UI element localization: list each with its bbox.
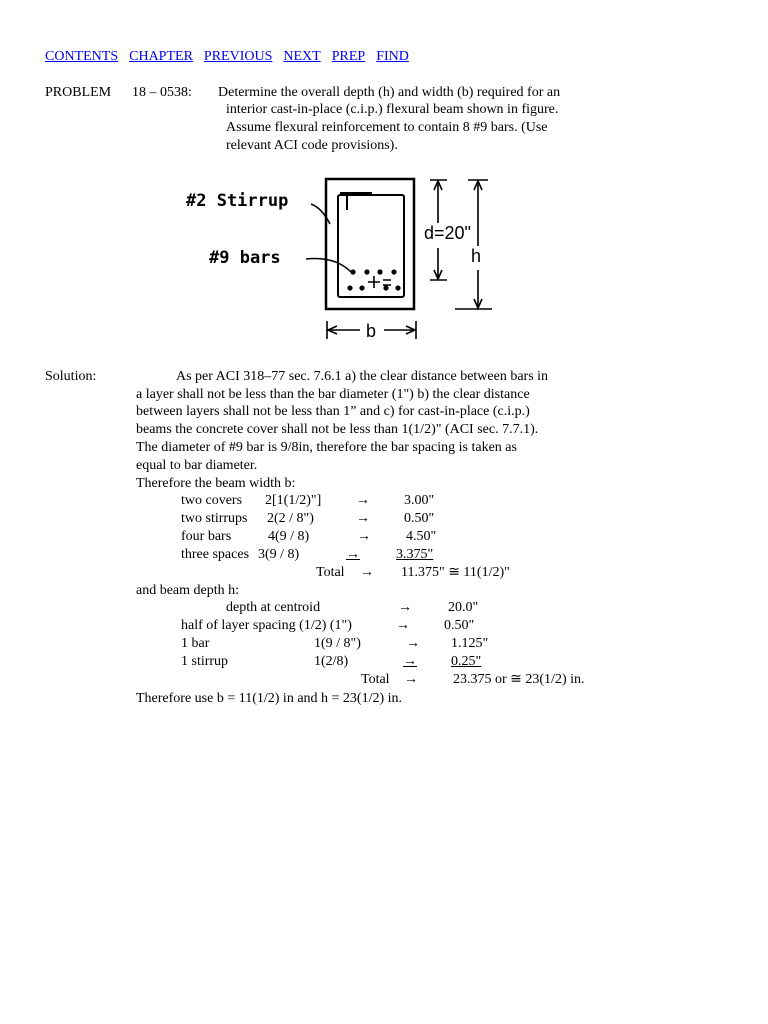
arrow: → [396,618,410,633]
depth-total-value: 23.375 or ≅ 23(1/2) in. [453,672,585,687]
width-row-value-underlined [346,546,438,563]
arrow: → [406,636,420,651]
width-row-value: 4.50" [406,529,437,544]
depth-row-expr: 1(9 / 8") [314,636,361,651]
solution-line: a layer shall not be less than the bar diameter (1") b) the clear distance [136,387,530,402]
width-row-label: two covers [181,493,243,508]
depth-intro: and beam depth h: [136,583,240,598]
depth-row-label: depth at centroid [226,600,321,615]
depth-row-value: 0.25" [451,654,482,669]
arrow: → [398,600,412,615]
d-dimension [430,180,447,280]
width-row-expr: 3(9 / 8) [258,547,300,562]
arrow: → [356,493,370,508]
solution-line: between layers shall not be less than 1” and c) for cast-in-place (c.i.p.) [136,404,530,419]
depth-row-label: half of layer spacing (1/2) (1") [181,618,352,633]
width-row-value: 0.50" [404,511,435,526]
solution-line: As per ACI 318–77 sec. 7.6.1 a) the clear distance between bars in [176,369,549,384]
arrow: → [356,511,370,526]
arrow: → [357,529,371,544]
bars-label: #9 bars [209,248,281,268]
width-row-label: two stirrups [181,511,248,526]
depth-row-value: 1.125" [451,636,489,651]
problem-number: 18 – 0538: [132,85,192,100]
b-dimension [327,321,416,339]
problem-line: Assume flexural reinforcement to contain 8 #9 bars. (Use [226,120,548,135]
width-row-expr: 2(2 / 8") [267,511,314,526]
width-total-value: 11.375" ≅ 11(1/2)" [401,565,510,580]
width-row-value: 3.375" [396,547,434,562]
nav-link-contents[interactable]: CONTENTS [45,49,119,64]
nav-link-find[interactable]: FIND [376,49,409,64]
width-row-label: four bars [181,529,232,544]
width-row-expr: 4(9 / 8) [268,529,310,544]
nav-link-prep[interactable]: PREP [331,49,366,64]
height-h-label: h [471,246,482,266]
solution-label: Solution: [45,369,97,384]
arrow: → [360,565,374,580]
width-row-label: three spaces [181,547,250,562]
solution-line: The diameter of #9 bar is 9/8in, therefore the bar spacing is taken as [136,440,517,455]
width-row-expr: 2[1(1/2)"] [265,493,322,508]
width-row-value: 3.00" [404,493,435,508]
depth-row-label: 1 stirrup [181,654,229,669]
problem-label: PROBLEM [45,85,112,100]
problem-line: Determine the overall depth (h) and width (b) required for an [218,85,561,100]
width-b-label: b [366,321,377,341]
depth-d-label: d=20" [424,223,471,243]
depth-row-value: 20.0" [448,600,479,615]
nav-link-next[interactable]: NEXT [283,49,321,64]
depth-total-label: Total [361,672,390,687]
conclusion: Therefore use b = 11(1/2) in and h = 23(1/2) in. [136,691,403,706]
beam-cross-section-figure [0,0,768,360]
depth-row-value: 0.50" [444,618,475,633]
depth-row-expr: 1(2/8) [314,654,349,669]
arrow: → [404,672,418,687]
beam-outline [326,179,414,309]
rebar-top-layer [350,269,396,274]
h-dimension [455,180,492,309]
bars-leader [306,259,352,273]
solution-line: Therefore the beam width b: [136,476,296,491]
nav-link-previous[interactable]: PREVIOUS [203,49,273,64]
solution-line: beams the concrete cover shall not be less than 1(1/2)" (ACI sec. 7.7.1). [136,422,539,437]
arrow: → [346,547,360,562]
arrow: → [403,654,417,669]
solution-line: equal to bar diameter. [136,458,258,473]
problem-line: relevant ACI code provisions). [226,138,398,153]
stirrup-label: #2 Stirrup [186,191,289,211]
width-total-label: Total [316,565,345,580]
depth-row-label: 1 bar [181,636,210,651]
problem-line: interior cast-in-place (c.i.p.) flexural beam shown in figure. [226,102,559,117]
nav-link-chapter[interactable]: CHAPTER [129,49,193,64]
depth-row-value-underlined [403,653,488,670]
